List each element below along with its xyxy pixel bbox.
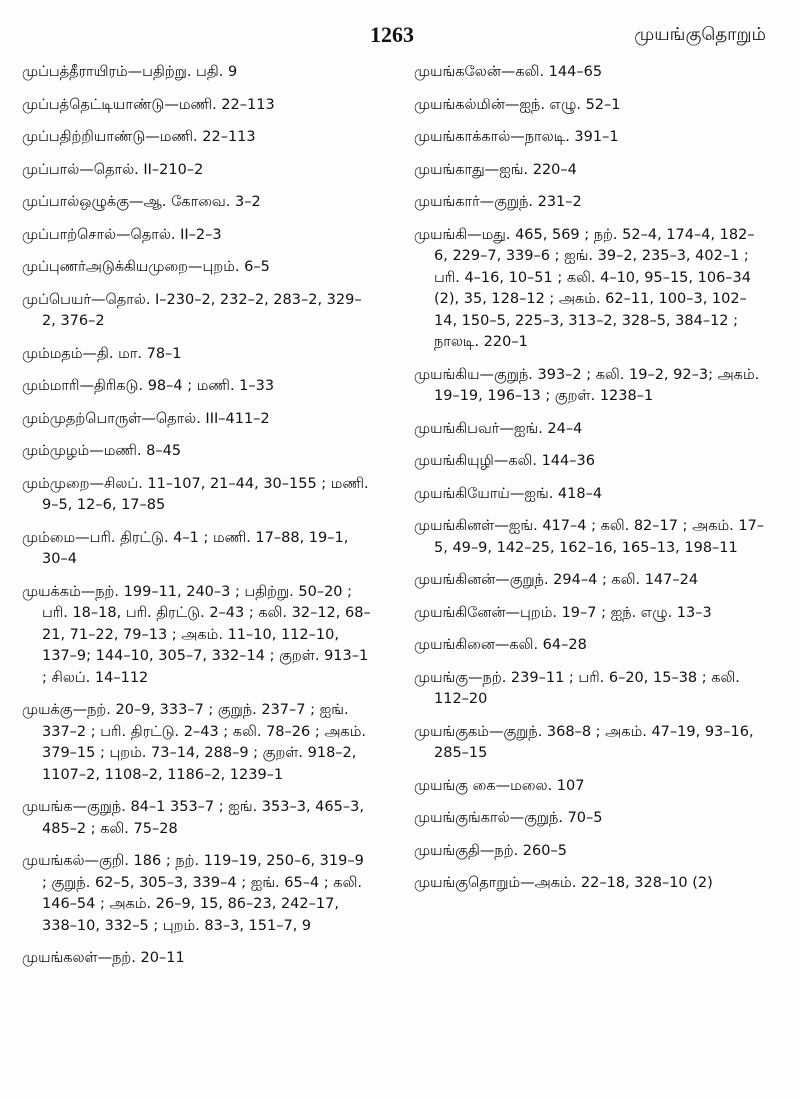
index-entry: மும்மாரி—திரிகடு. 98–4 ; மணி. 1–33 <box>22 378 275 394</box>
left-column <box>22 62 372 981</box>
index-entry: முயங்கல்மின்—ஐந். எழு. 52–1 <box>414 96 621 113</box>
index-entry: முயங்கார்—குறுந். 231–2 <box>414 194 582 210</box>
right-column <box>414 62 766 906</box>
index-entry: முயங்குதொறும்—அகம். 22–18, 328–10 (2) <box>414 875 713 891</box>
index-entry: மும்மை—பரி. திரட்டு. 4–1 ; மணி. 17–88, 19–1, 30–4 <box>22 529 349 567</box>
index-entry: முயங்க—குறுந். 84–1 353–7 ; ஐங். 353–3, 465–3, 485–2 ; கலி. 75–28 <box>22 799 364 837</box>
page-number: 1263 <box>370 22 414 47</box>
index-entry: முயங்காது—ஐங். 220–4 <box>414 161 577 178</box>
running-head: முயங்குதொறும் <box>634 24 766 45</box>
index-entry: முப்பத்தெட்டியாண்டு—மணி. 22–113 <box>22 96 275 113</box>
index-entry: முயங்கினள்—ஐங். 417–4 ; கலி. 82–17 ; அகம். 17–5, 49–9, 142–25, 162–16, 165–13, 198–11 <box>414 518 765 556</box>
index-entry: முயங்குங்கால்—குறுந். 70–5 <box>414 810 603 826</box>
index-entry: முயங்கல்—குறி. 186 ; நற். 119–19, 250–6, 319–9 ; குறுந். 62–5, 305–3, 339–4 ; ஐங். 65–4 ; கலி. 146–54 ; அகம். 26–9, 15, 86–23, 242–17, 338–10, 332–5 ; புறம். 83–3, 151–7, 9 <box>22 853 364 934</box>
index-entry: முயங்கினேன்—புறம். 19–7 ; ஐந். எழு. 13–3 <box>414 604 712 621</box>
index-entry: முப்பாற்சொல்—தொல். II–2–3 <box>22 226 222 243</box>
index-entry: முயங்கு கை—மலை. 107 <box>414 777 585 794</box>
index-entry: முயங்கியுழி—கலி. 144–36 <box>414 453 595 469</box>
index-entry: முயங்கினை—கலி. 64–28 <box>414 637 587 653</box>
index-entry: முயங்காக்கால்—நாலடி. 391–1 <box>414 129 619 145</box>
index-entry: முப்புணர்அடுக்கியமுறை—புறம். 6–5 <box>22 259 270 275</box>
index-entry: முயக்கு—நற். 20–9, 333–7 ; குறுந். 237–7 ; ஐங். 337–2 ; பரி. திரட்டு. 2–43 ; கலி. 78–26 ; அகம். 379–15 ; புறம். 73–14, 288–9 ; குறள். 918–2, 1107–2, 1108–2, 1186–2, 1239–1 <box>22 702 366 783</box>
index-entry: முயங்கு—நற். 239–11 ; பரி. 6–20, 15–38 ; கலி. 112–20 <box>414 669 740 707</box>
index-entry: முயங்குதி—நற். 260–5 <box>414 842 567 859</box>
page-header <box>0 22 800 50</box>
index-entry: முயங்கலேன்—கலி. 144–65 <box>414 64 603 80</box>
index-entry: மும்முதற்பொருள்—தொல். III–411–2 <box>22 410 270 427</box>
index-entry: முப்பத்தீராயிரம்—பதிற்று. பதி. 9 <box>22 64 238 80</box>
index-entry: முப்பதிற்றியாண்டு—மணி. 22–113 <box>22 129 256 145</box>
index-entry: முயங்கியோய்—ஐங். 418–4 <box>414 485 603 502</box>
index-entry: மும்முறை—சிலப். 11–107, 21–44, 30–155 ; மணி. 9–5, 12–6, 17–85 <box>22 475 369 513</box>
index-entry: முயங்கலள்—நற். 20–11 <box>22 950 185 966</box>
index-entry: முயங்கிய—குறுந். 393–2 ; கலி. 19–2, 92–3; அகம். 19–19, 196–13 ; குறள். 1238–1 <box>414 366 760 404</box>
index-entry: முயங்கினன்—குறுந். 294–4 ; கலி. 147–24 <box>414 572 699 588</box>
index-entry: முப்பால்ஒழுக்கு—ஆ. கோவை. 3–2 <box>22 194 261 210</box>
index-entry: முயக்கம்—நற். 199–11, 240–3 ; பதிற்று. 50–20 ; பரி. 18–18, பரி. திரட்டு. 2–43 ; கலி. 32–12, 68–21, 71–22, 79–13 ; அகம். 11–10, 112–10, 137–9; 144–10, 305–7, 332–14 ; குறள். 913–1 ; சிலப். 14–112 <box>22 583 371 686</box>
index-entry: முயங்கிபவர்—ஐங். 24–4 <box>414 420 583 437</box>
index-entry: முயங்குகம்—குறுந். 368–8 ; அகம். 47–19, 93–16, 285–15 <box>414 723 754 761</box>
index-entry: மும்முழம்—மணி. 8–45 <box>22 443 182 459</box>
index-entry: மும்மதம்—தி. மா. 78–1 <box>22 345 182 362</box>
index-entry: முப்பால்—தொல். II–210–2 <box>22 161 204 178</box>
index-entry: முயங்கி—மது. 465, 569 ; நற். 52–4, 174–4, 182–6, 229–7, 339–6 ; ஐங். 39–2, 235–3, 402–1 ; பரி. 4–16, 10–51 ; கலி. 4–10, 95–15, 106–34 (2), 35, 128–12 ; அகம். 62–11, 100–3, 102–14, 150–5, 225–3, 313–2, 328–5, 384–12 ; நாலடி. 220–1 <box>414 226 755 350</box>
index-entry: முப்பெயர்—தொல். I–230–2, 232–2, 283–2, 329–2, 376–2 <box>22 291 362 329</box>
